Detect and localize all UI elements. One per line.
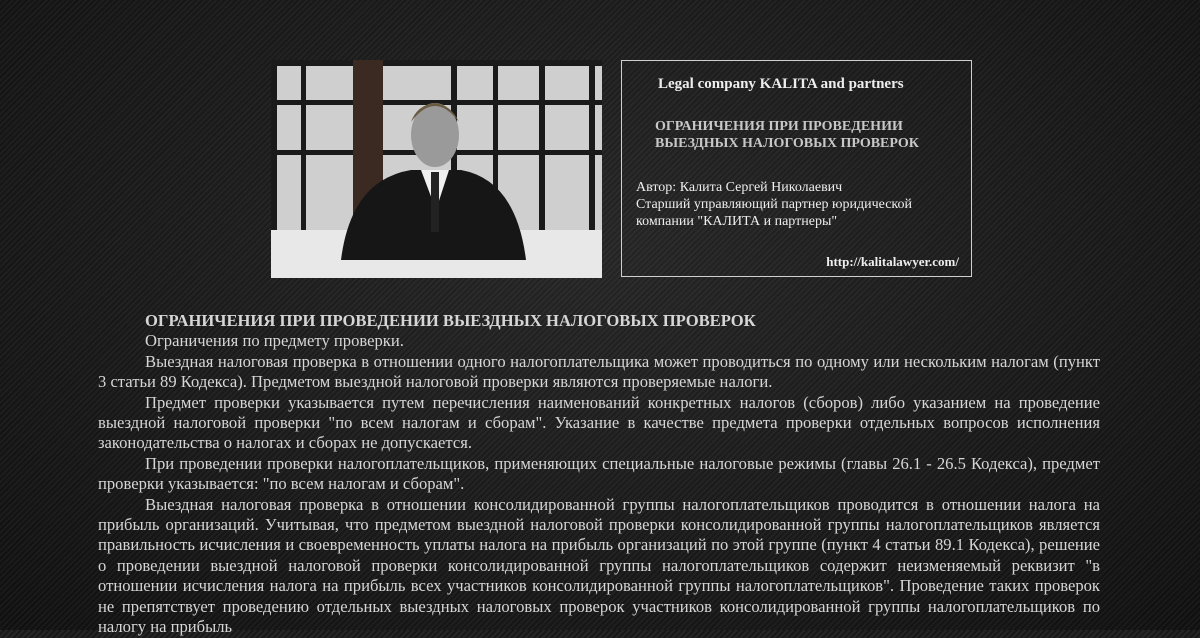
paragraph: Предмет проверки указывается путем перечисления наименований конкретных налогов (сборов) либо указанием на проведение выездной налоговой проверки "по всем налогам и сборам". Указание в качестве предмета проверки отдельных вопросов исполнения законодательства о налогах и сборах не допускается.: [98, 392, 1100, 453]
article-heading: ОГРАНИЧЕНИЯ ПРИ ПРОВЕДЕНИИ ВЫЕЗДНЫХ НАЛОГОВЫХ ПРОВЕРОК: [145, 311, 756, 330]
card-title-line: ВЫЕЗДНЫХ НАЛОГОВЫХ ПРОВЕРОК: [655, 136, 919, 151]
card-title: [655, 118, 919, 152]
title-card: [621, 60, 972, 277]
card-title-line: ОГРАНИЧЕНИЯ ПРИ ПРОВЕДЕНИИ: [655, 119, 903, 134]
paragraph: Ограничения по предмету проверки.: [145, 331, 404, 351]
author-name: Автор: Калита Сергей Николаевич: [636, 180, 843, 195]
article-body: [98, 311, 1100, 638]
author-position: Старший управляющий партнер юридической: [636, 197, 913, 212]
website-link[interactable]: http://kalitalawyer.com/: [826, 254, 959, 269]
paragraph: Выездная налоговая проверка в отношении одного налогоплательщика может проводиться по одному или нескольким налогам (пункт 3 статьи 89 Кодекса). Предметом выездной налоговой проверки являются проверяемые налоги.: [98, 351, 1100, 392]
company-name: Legal company KALITA and partners: [658, 76, 904, 92]
author-position: компании "КАЛИТА и партнеры": [636, 214, 838, 229]
author-photo: [271, 60, 602, 278]
paragraph: При проведении проверки налогоплательщиков, применяющих специальные налоговые режимы (главы 26.1 - 26.5 Кодекса), предмет проверки указывается: "по всем налогам и сборам".: [98, 453, 1100, 494]
paragraph: Выездная налоговая проверка в отношении консолидированной группы налогоплательщиков проводится в отношении налога на прибыль организаций. Учитывая, что предметом выездной налоговой проверки консолидированной группы налогоплательщиков является правильность исчисления и своевременность уплаты налога на прибыль организаций по этой группе (пункт 4 статьи 89.1 Кодекса), решение о проведении выездной налоговой проверки консолидированной группы налогоплательщиков содержит неизменяемый реквизит "в отношении исчисления налога на прибыль всех участников консолидированной группы налогоплательщиков". Проведение таких проверок не препятствует проведению отдельных выездных налоговых проверок участников консолидированной группы налогоплательщиков по налогу на прибыль: [98, 494, 1100, 637]
author-info: [636, 179, 912, 230]
